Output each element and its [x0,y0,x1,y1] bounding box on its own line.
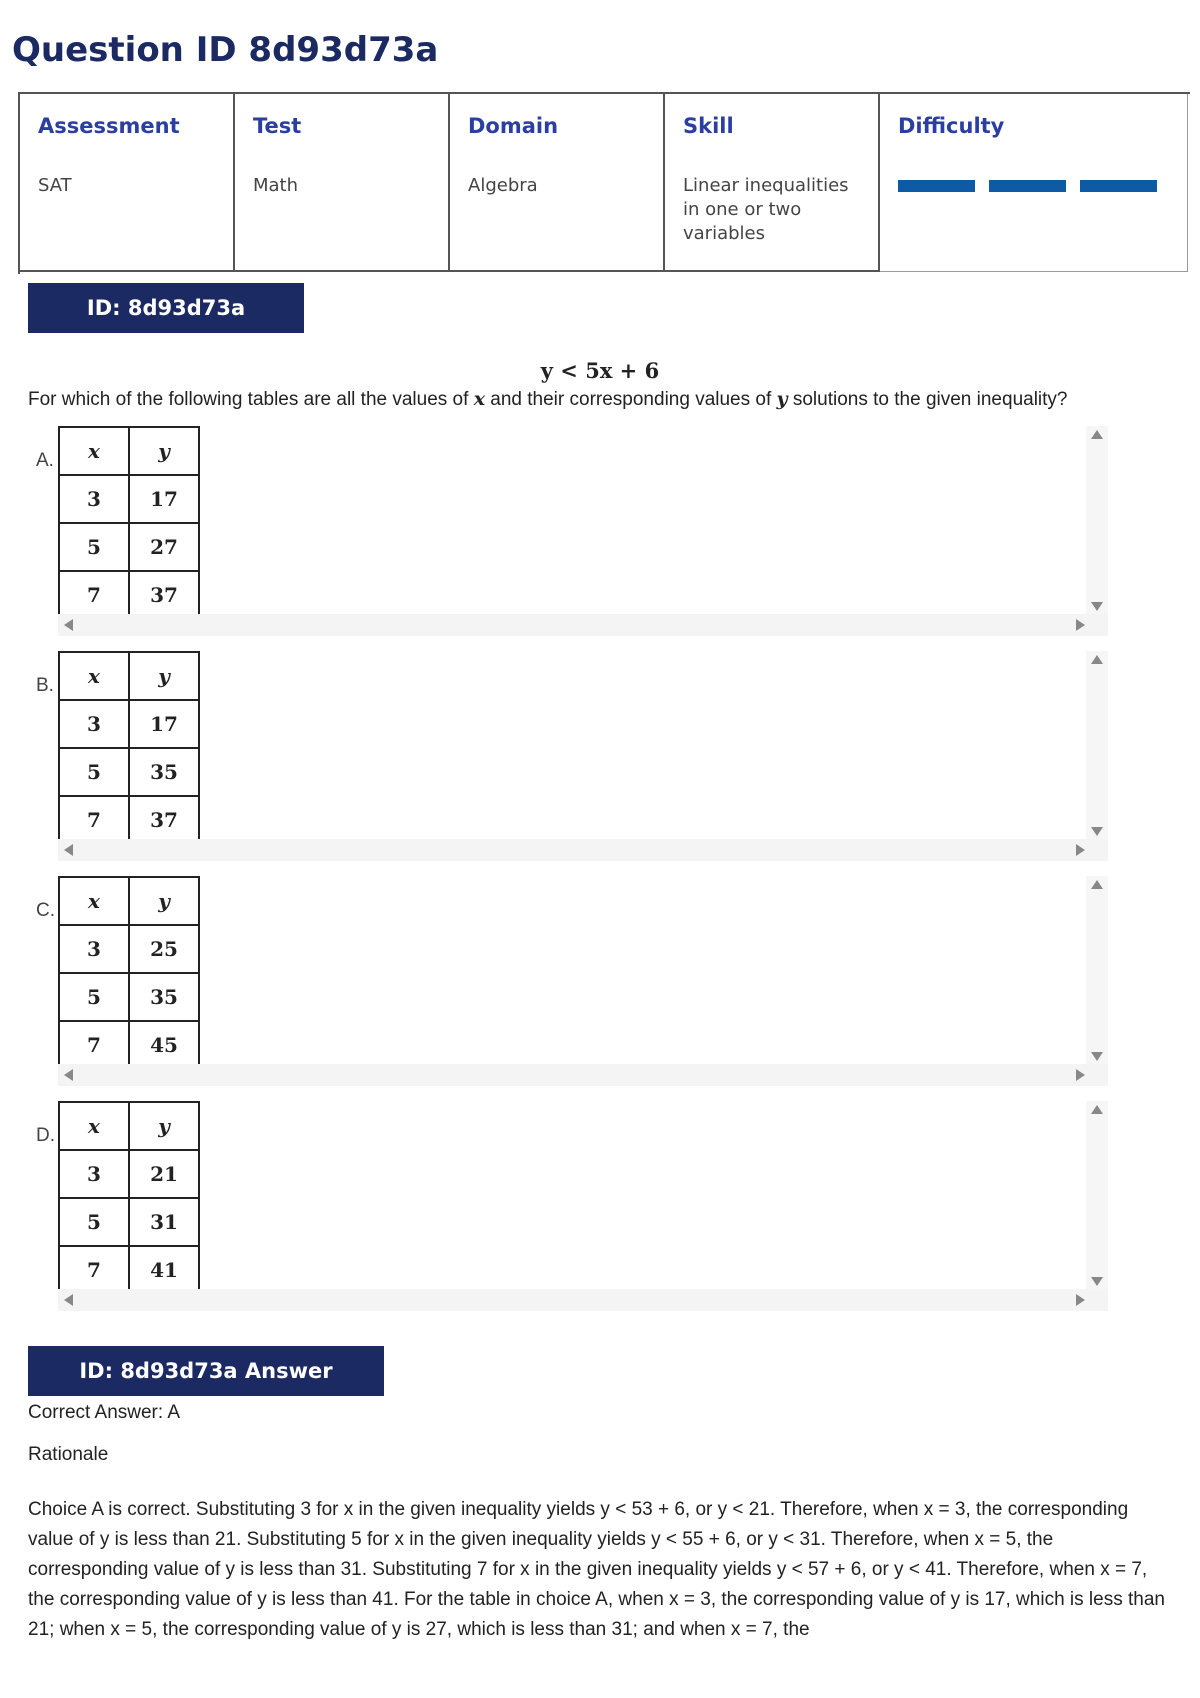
test-cell [235,94,450,272]
y-header: y [129,427,199,475]
table-row [59,1150,199,1198]
question-text [28,388,1068,411]
scroll-left-icon[interactable] [64,619,73,631]
domain-value: Algebra [468,175,538,196]
question-part-2: and their corresponding values of [485,389,777,410]
y-value: 37 [129,796,199,844]
horizontal-scrollbar[interactable] [58,1289,1108,1311]
skill-value: Linear inequalities in one or two variables [683,175,849,244]
scroll-up-icon[interactable] [1091,880,1103,889]
x-header: x [59,877,129,925]
y-value: 31 [129,1198,199,1246]
x-value: 5 [59,748,129,796]
scroll-left-icon[interactable] [64,1294,73,1306]
y-value: 41 [129,1246,199,1294]
scroll-right-icon[interactable] [1076,1294,1085,1306]
choice-letter: C. [36,900,55,921]
vertical-scrollbar[interactable] [1086,876,1108,1066]
x-value: 7 [59,1021,129,1069]
difficulty-label: Difficulty [898,114,1005,138]
choice-letter: B. [36,675,54,696]
y-value: 37 [129,571,199,619]
horizontal-scrollbar[interactable] [58,1064,1108,1086]
choice-letter: A. [36,450,54,471]
choice-table [58,651,200,845]
scroll-right-icon[interactable] [1076,844,1085,856]
question-var-y: y [776,388,788,410]
table-row [59,748,199,796]
test-label: Test [253,114,302,138]
difficulty-bar [989,180,1066,192]
x-value: 3 [59,1150,129,1198]
y-value: 27 [129,523,199,571]
skill-label: Skill [683,114,734,138]
choice-table [58,876,200,1070]
id-banner: ID: 8d93d73a [28,283,304,333]
vertical-scrollbar[interactable] [1086,1101,1108,1291]
x-header: x [59,427,129,475]
difficulty-indicator [898,180,1169,192]
scroll-left-icon[interactable] [64,844,73,856]
scroll-up-icon[interactable] [1091,655,1103,664]
table-row [59,1246,199,1294]
x-header: x [59,1102,129,1150]
table-header-row [59,877,199,925]
table-header-row [59,1102,199,1150]
y-value: 21 [129,1150,199,1198]
page-title: Question ID 8d93d73a [12,30,439,70]
table-row [59,571,199,619]
scroll-down-icon[interactable] [1091,602,1103,611]
y-value: 35 [129,748,199,796]
correct-answer: Correct Answer: A [28,1402,181,1423]
table-row [59,523,199,571]
y-value: 25 [129,925,199,973]
y-header: y [129,1102,199,1150]
x-value: 3 [59,925,129,973]
y-header: y [129,652,199,700]
table-header-row [59,427,199,475]
x-value: 7 [59,571,129,619]
assessment-value: SAT [38,175,72,196]
table-row [59,475,199,523]
choice-table [58,426,200,620]
answer-choice[interactable] [28,426,1108,636]
x-value: 3 [59,700,129,748]
x-value: 7 [59,1246,129,1294]
answer-choice[interactable] [28,1101,1108,1311]
scroll-up-icon[interactable] [1091,1105,1103,1114]
difficulty-cell [880,94,1188,272]
y-header: y [129,877,199,925]
scroll-up-icon[interactable] [1091,430,1103,439]
table-header-row [59,652,199,700]
table-row [59,925,199,973]
choice-letter: D. [36,1125,55,1146]
scroll-down-icon[interactable] [1091,1277,1103,1286]
difficulty-bar [898,180,975,192]
y-value: 45 [129,1021,199,1069]
x-header: x [59,652,129,700]
test-value: Math [253,175,299,196]
given-inequality: y < 5x + 6 [540,358,660,383]
vertical-scrollbar[interactable] [1086,651,1108,841]
choice-table [58,1101,200,1295]
table-row [59,973,199,1021]
scroll-left-icon[interactable] [64,1069,73,1081]
x-value: 5 [59,523,129,571]
table-row [59,796,199,844]
table-row [59,1198,199,1246]
rationale-heading: Rationale [28,1444,109,1465]
skill-cell [665,94,880,272]
question-metadata-table [18,92,1190,274]
x-value: 3 [59,475,129,523]
table-row [59,1021,199,1069]
y-value: 17 [129,700,199,748]
assessment-cell [20,94,235,272]
table-row [59,700,199,748]
vertical-scrollbar[interactable] [1086,426,1108,616]
answer-banner: ID: 8d93d73a Answer [28,1346,384,1396]
x-value: 5 [59,973,129,1021]
question-var-x: x [473,388,486,410]
scroll-down-icon[interactable] [1091,827,1103,836]
y-value: 17 [129,475,199,523]
x-value: 7 [59,796,129,844]
domain-label: Domain [468,114,559,138]
domain-cell [450,94,665,272]
assessment-label: Assessment [38,114,180,138]
y-value: 35 [129,973,199,1021]
question-part-3: solutions to the given inequality? [787,389,1068,410]
difficulty-bar [1080,180,1157,192]
x-value: 5 [59,1198,129,1246]
horizontal-scrollbar[interactable] [58,839,1108,861]
question-part-1: For which of the following tables are all the values of [28,389,474,410]
rationale-text: Choice A is correct. Substituting 3 for x in the given inequality yields y < 53 + 6, or y < 21. Therefore, when x = 3, the corresponding value of y is less than 21. Substituting 5 for x in the given inequality yields y < 55 + 6, or y < 31. Therefore, when x = 5, the corresponding value of y is less than 31. Substituting 7 for x in the given inequality yields y < 57 + 6, or y < 41. Therefore, when x = 7, the corresponding value of y is less than 41. For the table in choice A, when x = 3, the corresponding value of y is 17, which is less than 21; when x = 5, the corresponding value of y is 27, which is less than 31; and when x = 7, the [28,1499,1165,1640]
scroll-right-icon[interactable] [1076,619,1085,631]
scroll-right-icon[interactable] [1076,1069,1085,1081]
answer-choice[interactable] [28,651,1108,861]
horizontal-scrollbar[interactable] [58,614,1108,636]
answer-choice[interactable] [28,876,1108,1086]
scroll-down-icon[interactable] [1091,1052,1103,1061]
